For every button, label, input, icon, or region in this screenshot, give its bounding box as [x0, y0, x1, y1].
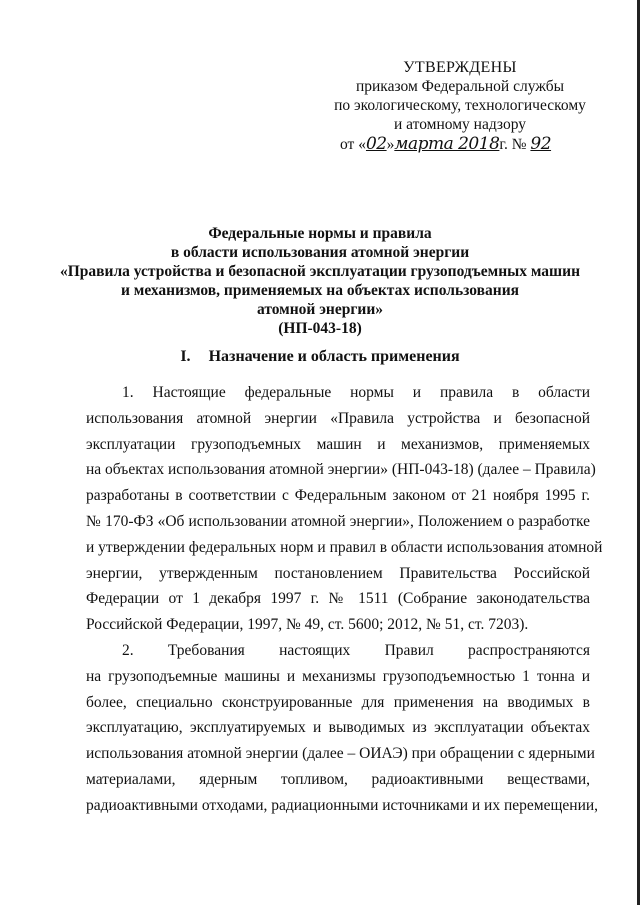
approval-date-line	[300, 135, 620, 154]
section-number: I.	[180, 348, 191, 365]
title-line-4: и механизмов, применяемых на объектах использования	[120, 282, 520, 299]
date-month-year-handwritten: марта 2018	[394, 134, 500, 154]
title-code: (НП-043-18)	[278, 320, 362, 337]
body-line: № 170-ФЗ «Об использовании атомной энергии», Положением о разработке	[86, 512, 590, 530]
approval-line-1: приказом Федеральной службы	[355, 78, 565, 95]
body-line: разработаны в соответствии с Федеральным законом от 21 ноября 1995 г.	[86, 487, 590, 505]
body-line: радиоактивными отходами, радиационными источниками и их перемещении,	[86, 796, 599, 814]
body-line: 2. Требования настоящих Правил распространяются	[122, 641, 590, 659]
approval-line-3: и атомному надзору	[394, 116, 526, 133]
body-line: Российской Федерации, 1997, № 49, ст. 5600; 2012, № 51, ст. 7203).	[86, 616, 529, 634]
body-line: эксплуатацию, эксплуатируемых и выводимых из эксплуатации объектах	[86, 719, 590, 737]
body-line: более, специально сконструированные для применения на вводимых в	[86, 693, 590, 711]
approval-line-2: по экологическому, технологическому	[334, 97, 586, 114]
body-line: эксплуатации грузоподъемных машин и механизмов, применяемых	[86, 435, 590, 453]
body-line: на объектах использования атомной энергии» (НП-043-18) (далее – Правила)	[86, 461, 596, 479]
approval-stamp-block	[300, 58, 620, 154]
title-line-2: в области использования атомной энергии	[170, 244, 470, 261]
section-heading	[40, 348, 600, 366]
date-mid: »	[386, 136, 395, 153]
section-title: Назначение и область применения	[208, 348, 460, 365]
body-line: использования атомной энергии «Правила устройства и безопасной	[86, 409, 590, 427]
title-line-5: атомной энергии»	[256, 301, 384, 318]
title-line-3: «Правила устройства и безопасной эксплуатации грузоподъемных машин	[59, 263, 581, 280]
body-line: и утверждении федеральных норм и правил в области использования атомной	[86, 538, 603, 556]
date-number-label: г. №	[499, 136, 527, 153]
approval-heading: УТВЕРЖДЕНЫ	[403, 59, 517, 76]
document-title	[40, 224, 600, 338]
body-line: энергии, утвержденным постановлением Правительства Российской	[86, 564, 590, 582]
body-line: использования атомной энергии (далее – ОИАЭ) при обращении с ядерными	[86, 745, 595, 763]
title-line-1: Федеральные нормы и правила	[208, 225, 432, 242]
date-day-handwritten: 02	[365, 134, 387, 154]
body-line: Федерации от 1 декабря 1997 г. № 1511 (Собрание законодательства	[86, 590, 590, 608]
date-prefix: от «	[340, 136, 366, 153]
order-number-handwritten: 92	[530, 134, 552, 154]
body-line: на грузоподъемные машины и механизмы грузоподъемностью 1 тонна и	[86, 667, 590, 685]
body-text	[86, 380, 603, 819]
body-line: материалами, ядерным топливом, радиоактивными веществами,	[86, 770, 590, 788]
body-line: 1. Настоящие федеральные нормы и правила в области	[122, 384, 590, 401]
